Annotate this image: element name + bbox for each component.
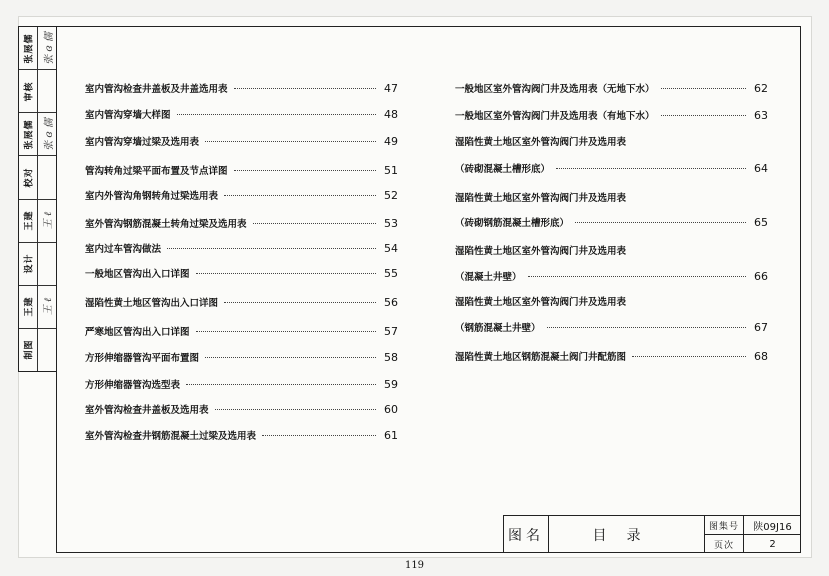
sidebar-cell — [19, 70, 56, 113]
toc-page: 64 — [754, 161, 768, 175]
toc-entry[interactable] — [455, 81, 768, 95]
toc-title: 方形伸缩器管沟选型表 — [85, 380, 181, 391]
sidebar-cell — [19, 329, 56, 371]
sidebar-cell — [19, 200, 56, 243]
atlas-number-value: 陕09J16 — [753, 521, 792, 533]
page-number: 119 — [404, 560, 425, 571]
toc-entry[interactable] — [85, 107, 398, 121]
dot-leader — [528, 275, 746, 277]
toc-heading[interactable] — [455, 243, 768, 257]
toc-title: 湿陷性黄土地区室外管沟阀门井及选用表 — [455, 297, 627, 308]
toc-title: 湿陷性黄土地区室外管沟阀门井及选用表 — [455, 193, 627, 204]
toc-entry[interactable] — [85, 241, 398, 255]
signature: 张 ɞ 儒 — [44, 31, 55, 65]
dot-leader — [547, 326, 746, 328]
page-value: 2 — [769, 538, 776, 550]
toc-page: 49 — [384, 134, 398, 148]
toc-title: 管沟转角过梁平面布置及节点详图 — [85, 166, 228, 177]
dot-leader — [224, 194, 376, 196]
dot-leader — [205, 140, 376, 142]
toc-page: 55 — [384, 266, 398, 280]
toc-title: （砖砌钢筋混凝土槽形底） — [455, 218, 570, 229]
dot-leader — [556, 167, 746, 169]
toc-title: 室内外管沟角钢转角过梁选用表 — [85, 191, 219, 202]
toc-title: 室内管沟穿墙大样图 — [85, 110, 171, 121]
toc-page: 56 — [384, 295, 398, 309]
sidebar-label: 审核 — [24, 81, 35, 102]
toc-title: 方形伸缩器管沟平面布置图 — [85, 353, 200, 364]
sidebar-cell — [19, 286, 56, 329]
dot-leader — [196, 272, 376, 274]
toc-page: 47 — [384, 81, 398, 95]
toc-page: 59 — [384, 377, 398, 391]
sidebar-cell — [19, 156, 56, 199]
toc-page: 67 — [754, 320, 768, 334]
sidebar-cell — [19, 27, 56, 70]
toc-title: 一般地区室外管沟阀门井及选用表（无地下水） — [455, 84, 655, 95]
sidebar-label: 张展儒 — [24, 33, 35, 64]
toc-entry[interactable] — [455, 215, 768, 229]
toc-page: 54 — [384, 241, 398, 255]
toc-heading[interactable] — [455, 190, 768, 204]
dot-leader — [253, 222, 376, 224]
toc-page: 66 — [754, 269, 768, 283]
toc-page: 68 — [754, 349, 768, 363]
dot-leader — [186, 383, 376, 385]
toc-entry[interactable] — [85, 295, 398, 309]
sidebar-label: 王建 — [24, 296, 35, 317]
dot-leader — [632, 355, 746, 357]
toc-entry[interactable] — [85, 216, 398, 230]
toc-page: 51 — [384, 163, 398, 177]
dot-leader — [177, 113, 376, 115]
sidebar-label: 设计 — [24, 253, 35, 274]
toc-entry[interactable] — [455, 349, 768, 363]
toc-title: 室内管沟检查井盖板及井盖选用表 — [85, 84, 228, 95]
toc-title: 室外管沟检查井钢筋混凝土过梁及选用表 — [85, 431, 257, 442]
dot-leader — [262, 434, 376, 436]
sidebar-label: 王建 — [24, 210, 35, 231]
toc-entry[interactable] — [85, 134, 398, 148]
toc-page: 52 — [384, 188, 398, 202]
toc-title: 湿陷性黄土地区管沟出入口详图 — [85, 298, 219, 309]
drawing-title: 目录 — [549, 516, 705, 553]
toc-page: 58 — [384, 350, 398, 364]
toc-title: 严寒地区管沟出入口详图 — [85, 327, 190, 338]
signature: 张 ɞ 儒 — [44, 118, 55, 151]
toc-page: 63 — [754, 108, 768, 122]
toc-entry[interactable] — [85, 266, 398, 280]
toc-title: 湿陷性黄土地区室外管沟阀门井及选用表 — [455, 137, 627, 148]
toc-page: 65 — [754, 215, 768, 229]
toc-page: 60 — [384, 402, 398, 416]
page-label: 页次 — [705, 535, 744, 553]
toc-title: （砖砌混凝土槽形底） — [455, 164, 551, 175]
toc-entry[interactable] — [85, 163, 398, 177]
toc-page: 53 — [384, 216, 398, 230]
dot-leader — [661, 87, 746, 89]
toc-entry[interactable] — [455, 108, 768, 122]
toc-title: 室外管沟检查井盖板及选用表 — [85, 405, 209, 416]
sidebar-cell — [19, 113, 56, 156]
toc-title: 一般地区室外管沟阀门井及选用表（有地下水） — [455, 111, 655, 122]
toc-entry[interactable] — [85, 428, 398, 442]
toc-title: 一般地区管沟出入口详图 — [85, 269, 190, 280]
dot-leader — [215, 408, 376, 410]
dot-leader — [575, 221, 746, 223]
dot-leader — [661, 114, 746, 116]
toc-heading[interactable] — [455, 134, 768, 148]
dot-leader — [196, 330, 376, 332]
toc-title: 室内管沟穿墙过梁及选用表 — [85, 137, 200, 148]
drawing-frame — [56, 26, 801, 553]
atlas-number-label: 图集号 — [705, 516, 744, 534]
sidebar-label: 张展儒 — [24, 119, 35, 150]
toc-title: 湿陷性黄土地区钢筋混凝土阀门井配筋图 — [455, 352, 627, 363]
toc-page: 61 — [384, 428, 398, 442]
toc-entry[interactable] — [455, 161, 768, 175]
toc-entry[interactable] — [85, 324, 398, 338]
dot-leader — [224, 301, 376, 303]
toc-heading[interactable] — [455, 294, 768, 308]
sidebar-label: 制图 — [24, 339, 35, 360]
toc-entry[interactable] — [455, 269, 768, 283]
dot-leader — [167, 247, 376, 249]
toc-entry[interactable] — [85, 188, 398, 202]
signature: 王 ℓ — [43, 298, 55, 316]
toc-title: （钢筋混凝土井壁） — [455, 323, 541, 334]
toc-entry[interactable] — [85, 81, 398, 95]
sidebar-cell — [19, 243, 56, 286]
toc-page: 48 — [384, 107, 398, 121]
title-block — [503, 515, 801, 553]
toc-entry[interactable] — [85, 350, 398, 364]
toc-page: 62 — [754, 81, 768, 95]
signature: 王 ℓ — [43, 211, 55, 230]
toc-title: 湿陷性黄土地区室外管沟阀门井及选用表 — [455, 246, 627, 257]
dot-leader — [234, 87, 376, 89]
sidebar-label: 校对 — [24, 167, 35, 188]
signature-sidebar — [18, 26, 56, 372]
toc-entry[interactable] — [85, 402, 398, 416]
title-block-info — [705, 516, 801, 553]
toc-title: 室内过车管沟做法 — [85, 244, 162, 255]
dot-leader — [234, 169, 376, 171]
toc-entry[interactable] — [85, 377, 398, 391]
drawing-name-label: 图名 — [504, 516, 549, 553]
dot-leader — [205, 356, 376, 358]
toc-title: （混凝土井壁） — [455, 272, 522, 283]
toc-title: 室外管沟钢筋混凝土转角过梁及选用表 — [85, 219, 247, 230]
toc-page: 57 — [384, 324, 398, 338]
toc-entry[interactable] — [455, 320, 768, 334]
